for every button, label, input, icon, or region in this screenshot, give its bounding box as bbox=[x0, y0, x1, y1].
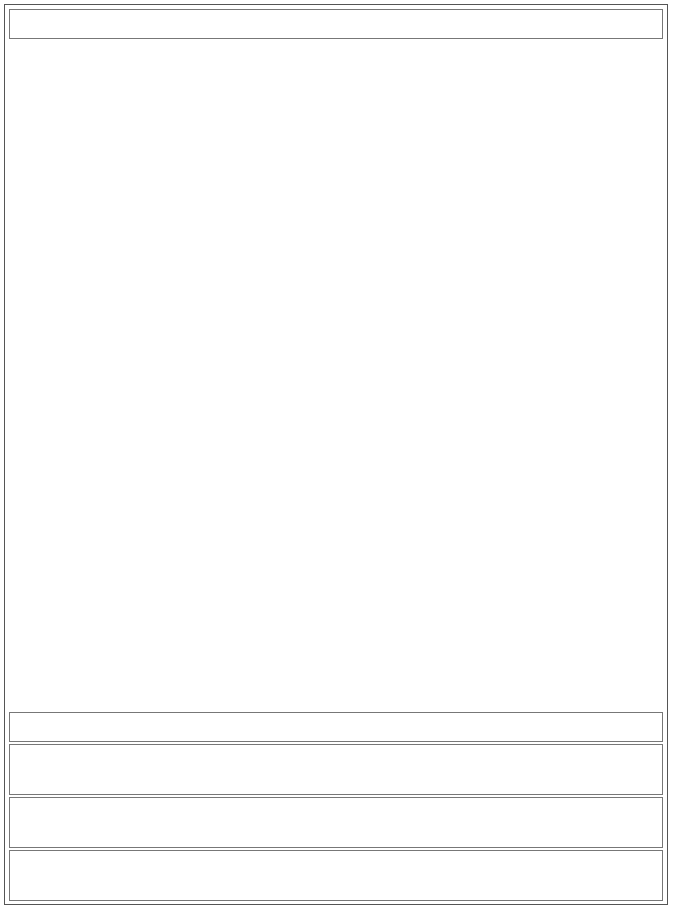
footer-note bbox=[9, 850, 663, 901]
note-arrears bbox=[9, 744, 663, 795]
report-header bbox=[9, 9, 663, 39]
note-disclaimer bbox=[9, 797, 663, 848]
mileage-row bbox=[9, 712, 663, 742]
vehicle-report bbox=[4, 4, 668, 905]
